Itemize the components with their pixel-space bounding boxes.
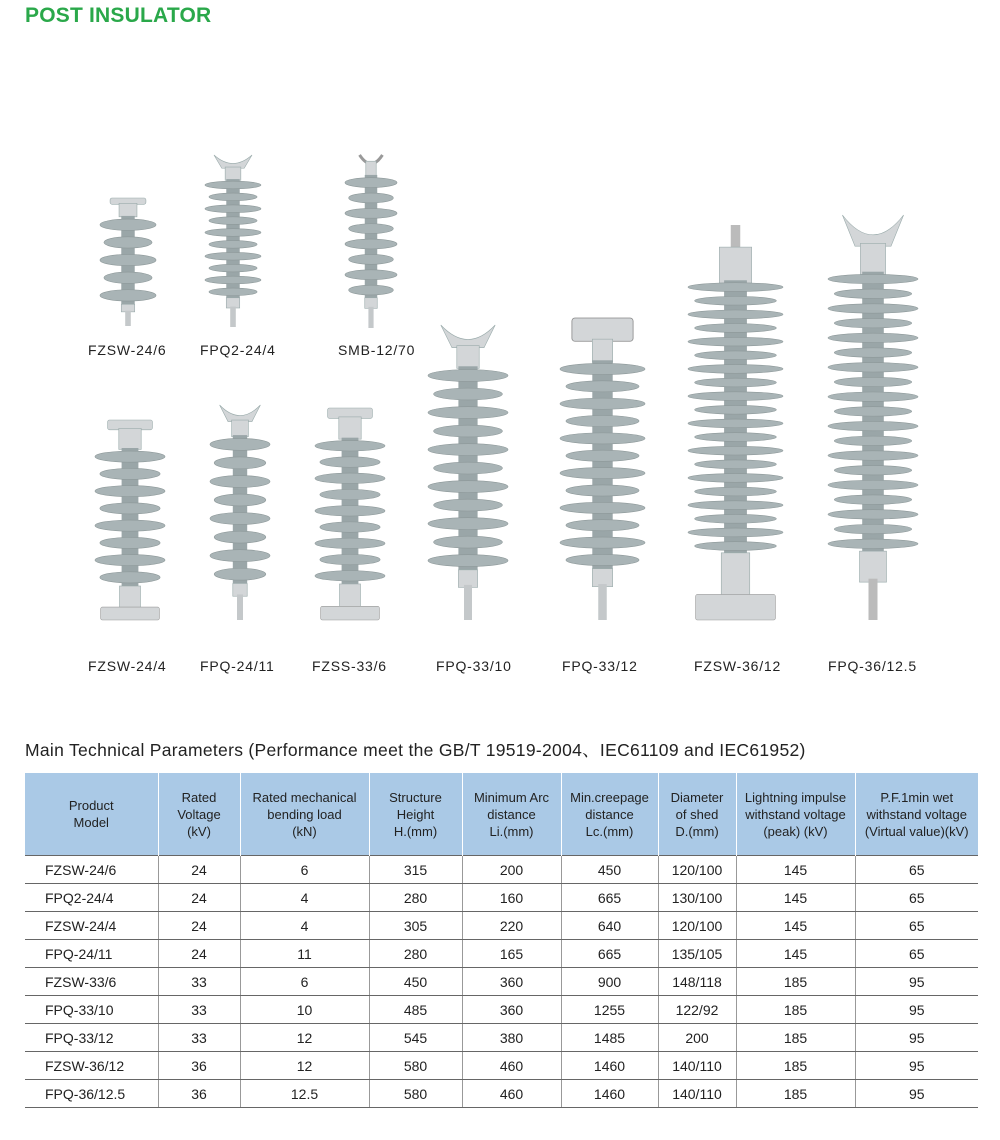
value-cell: 200 xyxy=(658,1024,736,1052)
column-header-line: Model xyxy=(73,815,109,830)
value-cell: 120/100 xyxy=(658,912,736,940)
post-insulator-icon xyxy=(95,420,165,620)
value-cell: 185 xyxy=(736,1024,855,1052)
technical-parameters-table xyxy=(25,773,978,1108)
value-cell: 6 xyxy=(240,968,369,996)
column-header-line: (kV) xyxy=(187,823,211,839)
value-cell: 360 xyxy=(462,968,561,996)
value-cell: 148/118 xyxy=(658,968,736,996)
table-row xyxy=(25,1024,978,1052)
value-cell: 12 xyxy=(240,1024,369,1052)
insulator-product xyxy=(205,155,261,327)
column-header-line: (kN) xyxy=(292,823,317,839)
insulator-product xyxy=(100,198,156,326)
model-cell: FPQ-33/12 xyxy=(25,1024,158,1052)
value-cell: 1460 xyxy=(561,1052,658,1080)
value-cell: 220 xyxy=(462,912,561,940)
product-label: FZSW-24/6 xyxy=(88,342,167,358)
column-header-line: distance xyxy=(585,806,634,822)
value-cell: 160 xyxy=(462,884,561,912)
column-header-line: (peak) (kV) xyxy=(763,823,828,839)
value-cell: 24 xyxy=(158,940,240,968)
value-cell: 145 xyxy=(736,856,855,884)
value-cell: 545 xyxy=(369,1024,462,1052)
column-header-line: withstand voltage xyxy=(866,806,967,822)
column-header-line: Height xyxy=(396,806,435,822)
value-cell: 33 xyxy=(158,1024,240,1052)
page-title: POST INSULATOR xyxy=(25,4,212,27)
column-header xyxy=(240,773,369,856)
value-cell: 665 xyxy=(561,884,658,912)
value-cell: 95 xyxy=(855,1052,978,1080)
post-insulator-icon xyxy=(345,150,397,328)
section-title: Main Technical Parameters (Performance meet the GB/T 19519-2004、IEC61109 and IEC61952) xyxy=(25,740,806,760)
column-header-line: Product xyxy=(68,798,114,813)
model-cell: FZSW-36/12 xyxy=(25,1052,158,1080)
value-cell: 1485 xyxy=(561,1024,658,1052)
insulator-product xyxy=(828,215,918,620)
value-cell: 95 xyxy=(855,996,978,1024)
value-cell: 460 xyxy=(462,1052,561,1080)
value-cell: 12.5 xyxy=(240,1080,369,1108)
value-cell: 95 xyxy=(855,968,978,996)
model-cell: FZSW-24/6 xyxy=(25,856,158,884)
column-header xyxy=(855,773,978,856)
product-label: FZSS-33/6 xyxy=(312,658,387,674)
value-cell: 6 xyxy=(240,856,369,884)
model-cell: FPQ-33/10 xyxy=(25,996,158,1024)
value-cell: 65 xyxy=(855,884,978,912)
column-header-line: Structure xyxy=(389,789,442,805)
column-header-line: Voltage xyxy=(177,806,221,822)
value-cell: 280 xyxy=(369,940,462,968)
product-label: FZSW-36/12 xyxy=(694,658,782,674)
value-cell: 120/100 xyxy=(658,856,736,884)
value-cell: 900 xyxy=(561,968,658,996)
value-cell: 4 xyxy=(240,884,369,912)
column-header-line: of shed xyxy=(675,806,719,822)
model-cell: FPQ-36/12.5 xyxy=(25,1080,158,1108)
value-cell: 24 xyxy=(158,856,240,884)
value-cell: 11 xyxy=(240,940,369,968)
column-header-line: D.(mm) xyxy=(675,823,719,839)
value-cell: 33 xyxy=(158,968,240,996)
value-cell: 36 xyxy=(158,1052,240,1080)
value-cell: 305 xyxy=(369,912,462,940)
product-label: FPQ-33/10 xyxy=(436,658,512,674)
value-cell: 4 xyxy=(240,912,369,940)
value-cell: 185 xyxy=(736,1080,855,1108)
column-header-line: (Virtual value)(kV) xyxy=(864,823,969,839)
insulator-product xyxy=(210,405,270,620)
value-cell: 280 xyxy=(369,884,462,912)
table-row xyxy=(25,968,978,996)
value-cell: 135/105 xyxy=(658,940,736,968)
column-header-line: Rated xyxy=(181,789,217,805)
value-cell: 580 xyxy=(369,1052,462,1080)
value-cell: 130/100 xyxy=(658,884,736,912)
insulator-product xyxy=(95,420,165,620)
value-cell: 185 xyxy=(736,996,855,1024)
value-cell: 24 xyxy=(158,884,240,912)
table-row xyxy=(25,884,978,912)
column-header-line: Li.(mm) xyxy=(489,823,534,839)
table-row xyxy=(25,856,978,884)
value-cell: 185 xyxy=(736,1052,855,1080)
table-header-row xyxy=(25,773,978,856)
post-insulator-icon xyxy=(560,318,645,620)
value-cell: 65 xyxy=(855,912,978,940)
value-cell: 665 xyxy=(561,940,658,968)
column-header xyxy=(462,773,561,856)
post-insulator-icon xyxy=(428,325,508,620)
column-header xyxy=(158,773,240,856)
value-cell: 65 xyxy=(855,940,978,968)
value-cell: 450 xyxy=(561,856,658,884)
value-cell: 122/92 xyxy=(658,996,736,1024)
value-cell: 380 xyxy=(462,1024,561,1052)
post-insulator-icon xyxy=(828,215,918,620)
value-cell: 1255 xyxy=(561,996,658,1024)
product-label: FZSW-24/4 xyxy=(88,658,167,674)
value-cell: 360 xyxy=(462,996,561,1024)
value-cell: 95 xyxy=(855,1024,978,1052)
table-row xyxy=(25,1052,978,1080)
insulator-product xyxy=(345,150,397,328)
product-label: FPQ-33/12 xyxy=(562,658,638,674)
column-header xyxy=(25,773,158,856)
insulator-product xyxy=(315,408,385,620)
column-header-line: Min.creepage xyxy=(570,789,649,805)
model-cell: FPQ-24/11 xyxy=(25,940,158,968)
column-header xyxy=(736,773,855,856)
value-cell: 65 xyxy=(855,856,978,884)
value-cell: 580 xyxy=(369,1080,462,1108)
value-cell: 1460 xyxy=(561,1080,658,1108)
insulator-product xyxy=(428,325,508,620)
model-cell: FPQ2-24/4 xyxy=(25,884,158,912)
column-header-line: P.F.1min wet xyxy=(880,789,954,805)
value-cell: 315 xyxy=(369,856,462,884)
product-label: SMB-12/70 xyxy=(338,342,416,358)
value-cell: 140/110 xyxy=(658,1052,736,1080)
column-header-line: distance xyxy=(487,806,536,822)
post-insulator-icon xyxy=(688,225,783,620)
table-row xyxy=(25,940,978,968)
value-cell: 640 xyxy=(561,912,658,940)
column-header-line: Diameter xyxy=(670,789,724,805)
value-cell: 145 xyxy=(736,940,855,968)
insulator-product xyxy=(560,318,645,620)
value-cell: 24 xyxy=(158,912,240,940)
value-cell: 200 xyxy=(462,856,561,884)
value-cell: 33 xyxy=(158,996,240,1024)
model-cell: FZSW-33/6 xyxy=(25,968,158,996)
value-cell: 485 xyxy=(369,996,462,1024)
value-cell: 460 xyxy=(462,1080,561,1108)
column-header xyxy=(369,773,462,856)
column-header-line: withstand voltage xyxy=(745,806,846,822)
insulator-product xyxy=(688,225,783,620)
column-header xyxy=(561,773,658,856)
value-cell: 140/110 xyxy=(658,1080,736,1108)
product-label: FPQ-24/11 xyxy=(200,658,275,674)
column-header-line: Lc.(mm) xyxy=(585,823,634,839)
column-header-line: Lightning impulse xyxy=(744,789,847,805)
post-insulator-icon xyxy=(315,408,385,620)
value-cell: 450 xyxy=(369,968,462,996)
table-body xyxy=(25,856,978,1108)
product-label: FPQ-36/12.5 xyxy=(828,658,917,674)
product-label: FPQ2-24/4 xyxy=(200,342,276,358)
post-insulator-icon xyxy=(210,405,270,620)
column-header-line: H.(mm) xyxy=(393,823,438,839)
value-cell: 10 xyxy=(240,996,369,1024)
value-cell: 165 xyxy=(462,940,561,968)
value-cell: 12 xyxy=(240,1052,369,1080)
table-row xyxy=(25,1080,978,1108)
value-cell: 145 xyxy=(736,912,855,940)
table-row xyxy=(25,912,978,940)
value-cell: 145 xyxy=(736,884,855,912)
value-cell: 36 xyxy=(158,1080,240,1108)
value-cell: 185 xyxy=(736,968,855,996)
column-header-line: bending load xyxy=(267,806,342,822)
post-insulator-icon xyxy=(100,198,156,326)
value-cell: 95 xyxy=(855,1080,978,1108)
post-insulator-icon xyxy=(205,155,261,327)
model-cell: FZSW-24/4 xyxy=(25,912,158,940)
column-header-line: Rated mechanical xyxy=(252,789,357,805)
column-header xyxy=(658,773,736,856)
table-row xyxy=(25,996,978,1024)
column-header-line: Minimum Arc xyxy=(473,789,550,805)
